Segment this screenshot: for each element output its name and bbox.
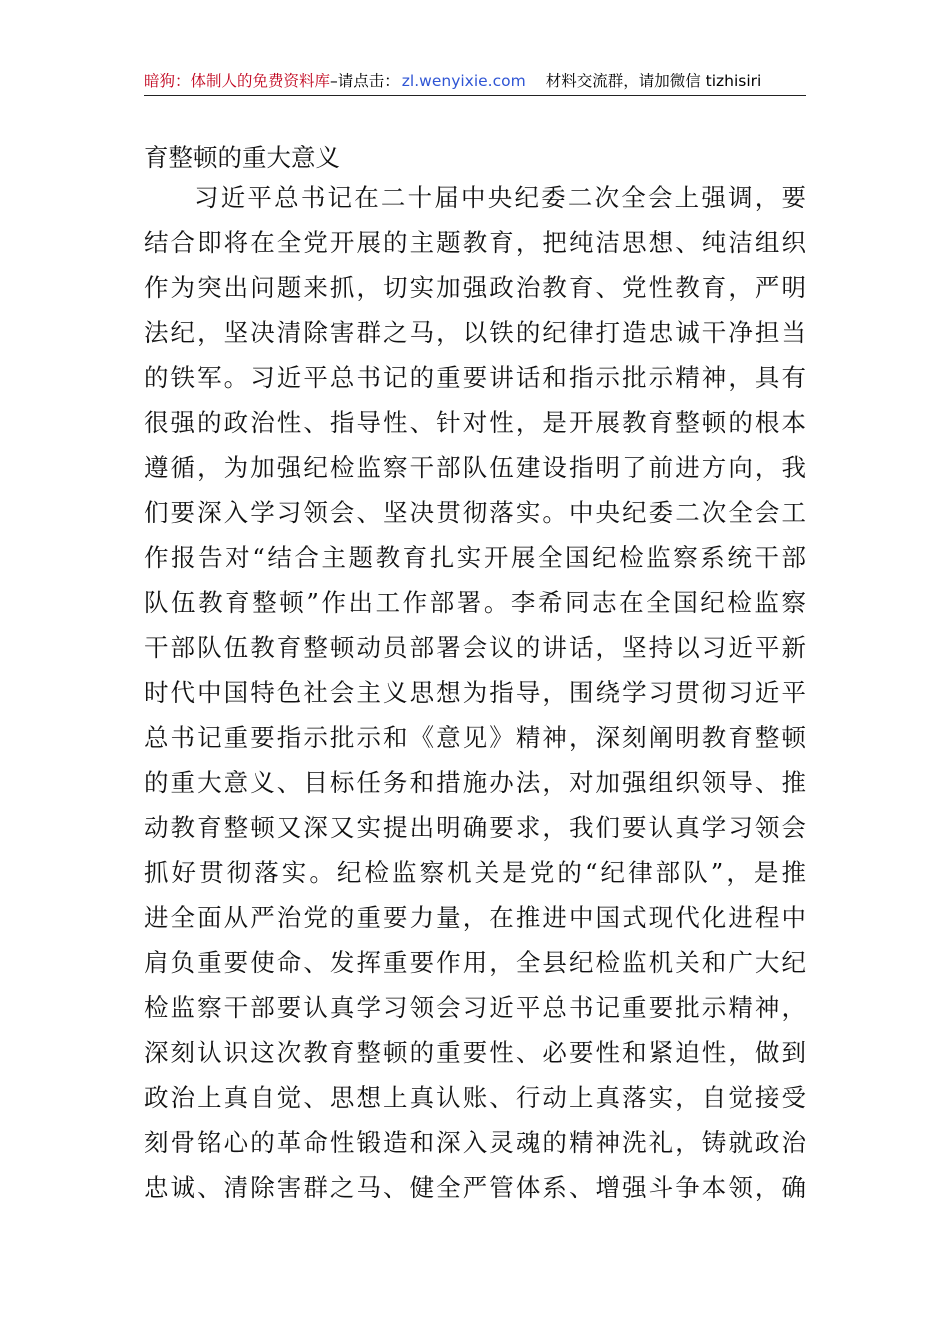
header-click-text: –请点击： xyxy=(330,72,400,90)
body-line: 结合即将在全党开展的主题教育，把纯洁思想、纯洁组织 xyxy=(144,228,806,257)
header-brand: 暗狗：体制人的免费资料库 xyxy=(144,72,331,90)
body-line: 法纪，坚决清除害群之马，以铁的纪律打造忠诚干净担当 xyxy=(144,318,806,347)
body-line: 政治上真自觉、思想上真认账、行动上真落实，自觉接受 xyxy=(144,1083,806,1112)
header-divider xyxy=(144,95,806,96)
body-line: 干部队伍教育整顿动员部署会议的讲话，坚持以习近平新 xyxy=(144,633,806,662)
body-line: 检监察干部要认真学习领会习近平总书记重要批示精神， xyxy=(144,993,806,1022)
body-line: 们要深入学习领会、坚决贯彻落实。中央纪委二次全会工 xyxy=(144,498,806,527)
body-line: 队伍教育整顿”作出工作部署。李希同志在全国纪检监察 xyxy=(144,588,806,617)
body-line: 肩负重要使命、发挥重要作用，全县纪检监机关和广大纪 xyxy=(144,948,806,977)
body-line: 的铁军。习近平总书记的重要讲话和指示批示精神，具有 xyxy=(144,363,806,392)
body-line: 深刻认识这次教育整顿的重要性、必要性和紧迫性，做到 xyxy=(144,1038,806,1067)
header-group-text: 材料交流群，请加微信 tizhisiri xyxy=(545,72,762,90)
page-header xyxy=(144,68,806,94)
body-line: 作为突出问题来抓，切实加强政治教育、党性教育，严明 xyxy=(144,273,806,302)
header-url-link[interactable]: zl.wenyixie.com xyxy=(401,72,526,90)
body-line: 习近平总书记在二十届中央纪委二次全会上强调，要 xyxy=(194,183,806,212)
body-line: 忠诚、清除害群之马、健全严管体系、增强斗争本领，确 xyxy=(144,1173,806,1202)
body-line: 抓好贯彻落实。纪检监察机关是党的“纪律部队”，是推 xyxy=(144,858,806,887)
body-line: 动教育整顿又深又实提出明确要求，我们要认真学习领会 xyxy=(144,813,806,842)
body-line: 很强的政治性、指导性、针对性，是开展教育整顿的根本 xyxy=(144,408,806,437)
body-line: 作报告对“结合主题教育扎实开展全国纪检监察系统干部 xyxy=(144,543,806,572)
body-line: 遵循，为加强纪检监察干部队伍建设指明了前进方向，我 xyxy=(144,453,806,482)
body-line: 刻骨铭心的革命性锻造和深入灵魂的精神洗礼，铸就政治 xyxy=(144,1128,806,1157)
body-line: 进全面从严治党的重要力量，在推进中国式现代化进程中 xyxy=(144,903,806,932)
body-line: 时代中国特色社会主义思想为指导，围绕学习贯彻习近平 xyxy=(144,678,806,707)
body-line: 总书记重要指示批示和《意见》精神，深刻阐明教育整顿 xyxy=(144,723,806,752)
section-title: 育整顿的重大意义 xyxy=(144,143,340,172)
body-line: 的重大意义、目标任务和措施办法，对加强组织领导、推 xyxy=(144,768,806,797)
